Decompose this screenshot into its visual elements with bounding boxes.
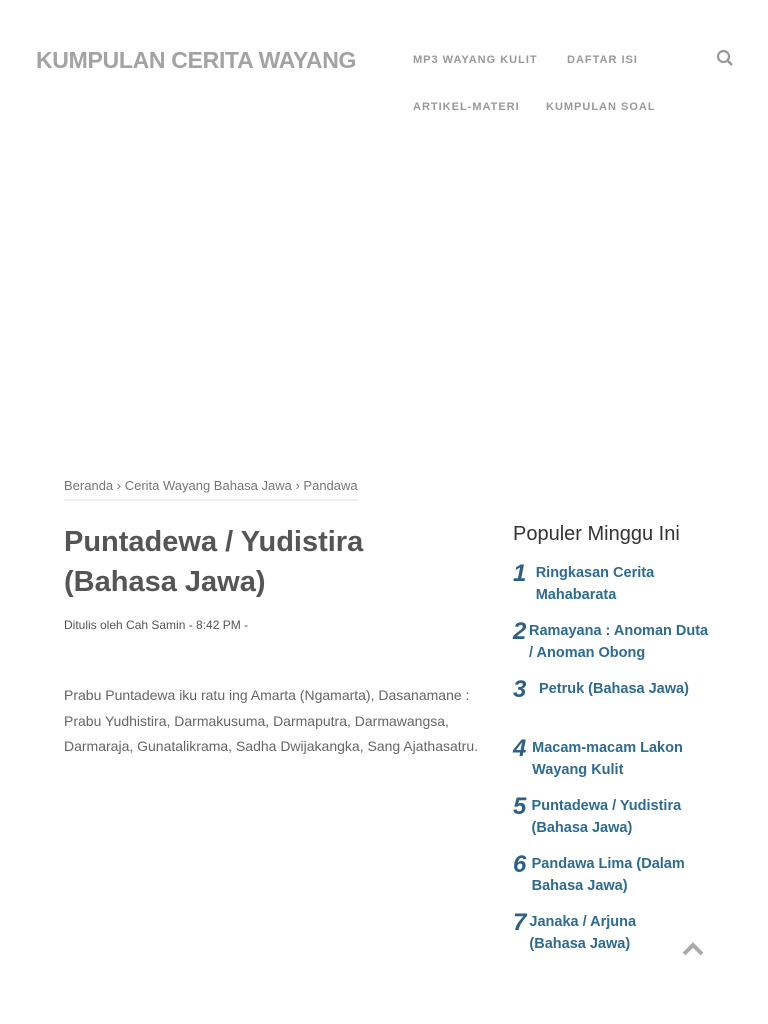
popular-item[interactable] bbox=[513, 620, 713, 664]
nav-daftar-isi[interactable]: DAFTAR ISI bbox=[567, 54, 638, 66]
scroll-to-top-icon[interactable] bbox=[682, 940, 704, 958]
popular-item[interactable] bbox=[513, 911, 663, 955]
nav-mp3-wayang-kulit[interactable]: MP3 WAYANG KULIT bbox=[413, 54, 538, 66]
post-meta: Ditulis oleh Cah Samin - 8:42 PM - bbox=[64, 618, 249, 632]
rank-number: 5 bbox=[513, 793, 527, 820]
popular-link[interactable]: Puntadewa / Yudistira (Bahasa Jawa) bbox=[531, 798, 682, 836]
rank-number: 7 bbox=[513, 909, 527, 936]
popular-link[interactable]: Janaka / Arjuna (Bahasa Jawa) bbox=[529, 914, 637, 952]
search-icon[interactable] bbox=[716, 49, 734, 67]
popular-item[interactable] bbox=[513, 737, 713, 781]
nav-kumpulan-soal[interactable]: KUMPULAN SOAL bbox=[546, 101, 656, 113]
popular-item[interactable] bbox=[513, 562, 713, 606]
popular-link[interactable]: Petruk (Bahasa Jawa) bbox=[539, 681, 689, 697]
rank-number: 2 bbox=[513, 618, 527, 645]
nav-artikel-materi[interactable]: ARTIKEL-MATERI bbox=[413, 101, 520, 113]
popular-link[interactable]: Macam-macam Lakon Wayang Kulit bbox=[532, 740, 683, 778]
rank-number: 3 bbox=[513, 676, 527, 703]
post-title: Puntadewa / Yudistira (Bahasa Jawa) bbox=[64, 526, 364, 598]
popular-heading: Populer Minggu Ini bbox=[513, 523, 680, 545]
popular-item[interactable] bbox=[513, 795, 713, 839]
popular-item[interactable] bbox=[513, 853, 713, 897]
rank-number: 1 bbox=[513, 560, 527, 587]
popular-item[interactable] bbox=[513, 678, 713, 702]
rank-number: 6 bbox=[513, 851, 527, 878]
site-logo[interactable]: KUMPULAN CERITA WAYANG bbox=[36, 47, 357, 73]
post-body: Prabu Puntadewa iku ratu ing Amarta (Ngamarta), Dasanamane : Prabu Yudhistira, Darmakusuma, Darmaputra, Darmawangsa, Darmaraja, Gunatalikrama, Sadha Dwijakangka, Sang Ajathasatru. bbox=[64, 687, 478, 754]
popular-link[interactable]: Ringkasan Cerita Mahabarata bbox=[535, 565, 655, 603]
breadcrumb[interactable]: Beranda › Cerita Wayang Bahasa Jawa › Pandawa bbox=[64, 478, 358, 501]
rank-number: 4 bbox=[513, 735, 527, 762]
popular-link[interactable]: Pandawa Lima (Dalam Bahasa Jawa) bbox=[531, 856, 685, 894]
popular-link[interactable]: Ramayana : Anoman Duta / Anoman Obong bbox=[528, 623, 709, 661]
